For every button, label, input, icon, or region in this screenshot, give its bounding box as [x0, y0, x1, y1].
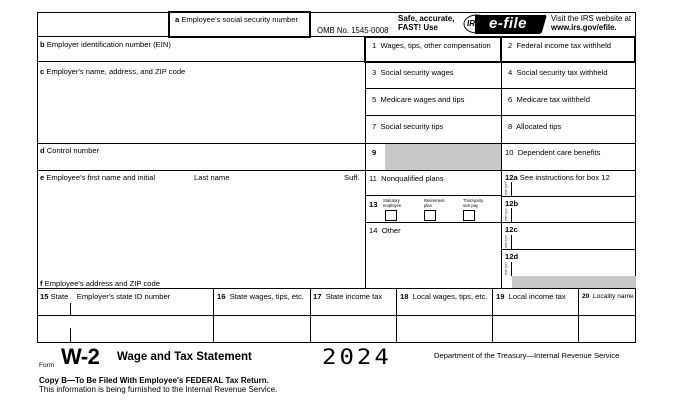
box-d-input[interactable] — [40, 157, 362, 168]
statutory-employee-label: Statutory employee — [383, 198, 402, 208]
box9-label: 9 — [372, 148, 377, 157]
box7-label: 7 Social security tips — [372, 122, 444, 131]
safe-accurate-text: Safe, accurate, FAST! Use — [398, 14, 455, 32]
box12d-label: 12d — [505, 252, 519, 261]
form-word: Form — [39, 362, 55, 369]
box15-label: 15 State Employer's state ID number — [40, 292, 171, 301]
box-a-input[interactable] — [172, 25, 308, 35]
box17-input-2[interactable] — [312, 317, 395, 341]
box20-label: 20 Locality name — [582, 293, 634, 300]
box12a-code-label: C O D E — [505, 182, 508, 197]
box17-label: 17 State income tax — [313, 292, 383, 301]
box12c-code-label: C O D E — [505, 235, 508, 250]
box14-label: 14 Other — [369, 226, 401, 235]
box14-input[interactable] — [368, 237, 499, 287]
department-text: Department of the Treasury—Internal Revenue Service — [434, 351, 620, 360]
box18-input-2[interactable] — [398, 317, 491, 341]
omb-number: OMB No. 1545-0008 — [317, 26, 389, 35]
third-party-sick-pay-label: Third-party sick pay — [463, 198, 484, 208]
form-name: W-2 — [61, 344, 100, 369]
box12d-input[interactable] — [513, 263, 633, 275]
box12a-label: 12a See instructions for box 12 — [505, 173, 610, 182]
box12b-code-label: C O D E — [505, 208, 508, 223]
box11-input[interactable] — [368, 184, 499, 194]
irs-logo-text: IRS — [467, 19, 481, 28]
retirement-plan-label: Retirement plan — [424, 198, 445, 208]
box15-id-input-1[interactable] — [72, 303, 212, 314]
box20-input-2[interactable] — [580, 317, 634, 341]
box12a-input[interactable] — [513, 183, 633, 195]
box4-label: 4 Social security tax withheld — [508, 68, 608, 77]
box12b-label: 12b — [505, 199, 519, 208]
statutory-employee-checkbox[interactable] — [385, 210, 397, 221]
box-c-label: c Employer's name, address, and ZIP code — [40, 67, 186, 76]
box20-input-1[interactable] — [580, 303, 634, 314]
box10-input[interactable] — [504, 158, 633, 168]
box-b-label: b Employer identification number (EIN) — [40, 40, 171, 49]
box12c-input[interactable] — [513, 236, 633, 248]
box-a-label: a Employee's social security number — [175, 15, 299, 24]
box2-input[interactable] — [504, 51, 633, 60]
box19-label: 19 Local income tax — [496, 292, 566, 301]
info-line: This information is being furnished to the Internal Revenue Service. — [39, 385, 278, 394]
box-e-suffix-label: Suff. — [344, 173, 360, 182]
box3-label: 3 Social security wages — [372, 68, 454, 77]
box8-label: 8 Allocated tips — [508, 122, 562, 131]
box13-label: 13 — [369, 200, 378, 209]
box-c-input[interactable] — [40, 78, 362, 140]
tax-year: 2024 — [322, 344, 392, 370]
box19-input-1[interactable] — [494, 303, 577, 314]
box17-input-1[interactable] — [312, 303, 395, 314]
box1-label: 1 Wages, tips, other compensation — [372, 41, 491, 50]
box12c-label: 12c — [505, 225, 518, 234]
box-e-last-name-label: Last name — [194, 173, 230, 182]
box19-input-2[interactable] — [494, 317, 577, 341]
box-e-label: e Employee's first name and initial — [40, 173, 156, 182]
retirement-plan-checkbox[interactable] — [424, 210, 436, 221]
third-party-sick-pay-checkbox[interactable] — [463, 210, 475, 221]
box12d-code-label: C O D E — [505, 262, 508, 277]
visit-irs-text: Visit the IRS website at www.irs.gov/efile. — [551, 14, 632, 32]
box16-label: 16 State wages, tips, etc. — [217, 292, 304, 301]
copy-b-line: Copy B—To Be Filed With Employee's FEDERAL Tax Return. — [39, 376, 269, 385]
box18-input-1[interactable] — [398, 303, 491, 314]
box6-input[interactable] — [504, 105, 633, 114]
box-f-label: f Employee's address and ZIP code — [40, 279, 160, 288]
box16-input-2[interactable] — [215, 317, 309, 341]
box12d-shade — [512, 276, 636, 288]
box6-label: 6 Medicare tax withheld — [508, 95, 590, 104]
box-e-input[interactable] — [40, 184, 362, 274]
box-d-label: d Control number — [40, 146, 100, 155]
box4-input[interactable] — [504, 78, 633, 87]
box12b-input[interactable] — [513, 209, 633, 221]
box2-label: 2 Federal income tax withheld — [508, 41, 612, 50]
box11-label: 11 Nonqualified plans — [369, 174, 444, 183]
box18-label: 18 Local wages, tips, etc. — [400, 292, 488, 301]
box-b-input[interactable] — [40, 50, 362, 60]
box15-state-input-2[interactable] — [39, 317, 69, 341]
box16-input-1[interactable] — [215, 303, 309, 314]
box3-input[interactable] — [368, 78, 499, 87]
box15-id-input-2[interactable] — [72, 317, 212, 341]
box8-input[interactable] — [504, 132, 633, 141]
box1-input[interactable] — [368, 51, 499, 60]
box5-input[interactable] — [368, 105, 499, 114]
box10-label: 10 Dependent care benefits — [505, 148, 601, 157]
box7-input[interactable] — [368, 132, 499, 141]
efile-logo-text: e-file — [489, 15, 528, 32]
form-title: Wage and Tax Statement — [117, 351, 252, 363]
irs-efile-logo — [463, 13, 547, 35]
box9-shade — [385, 144, 501, 170]
box15-state-input-1[interactable] — [39, 303, 69, 314]
box5-label: 5 Medicare wages and tips — [372, 95, 465, 104]
